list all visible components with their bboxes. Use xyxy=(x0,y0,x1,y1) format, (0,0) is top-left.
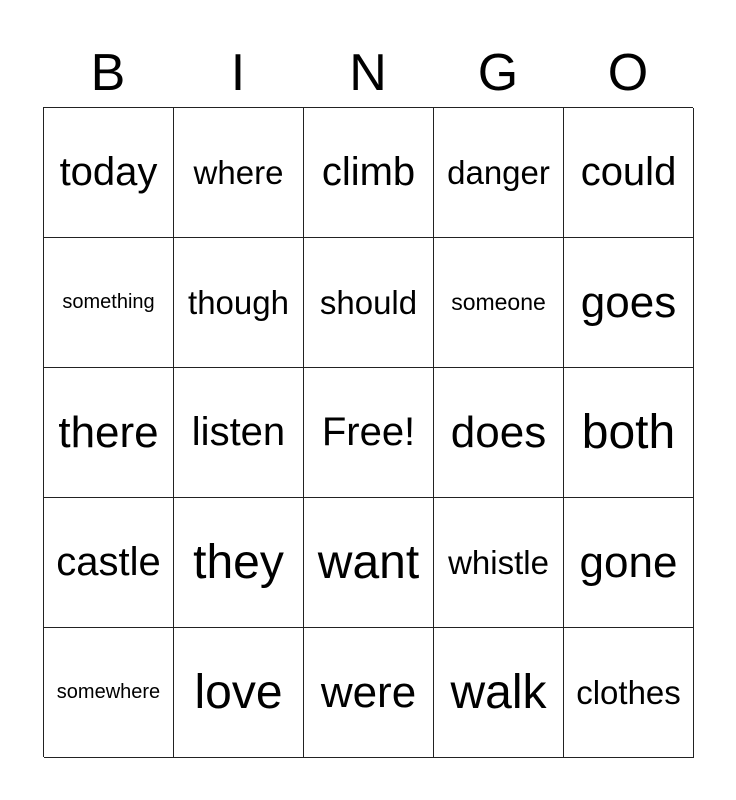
bingo-cell: climb xyxy=(304,108,434,238)
header-letter-o: O xyxy=(607,44,649,102)
bingo-cell: should xyxy=(304,238,434,368)
bingo-cell: there xyxy=(44,368,174,498)
bingo-cell: someone xyxy=(434,238,564,368)
bingo-cell: both xyxy=(564,368,694,498)
bingo-cell: love xyxy=(174,628,304,758)
bingo-cell: somewhere xyxy=(44,628,174,758)
bingo-cell: want xyxy=(304,498,434,628)
bingo-cell: listen xyxy=(174,368,304,498)
bingo-cell: though xyxy=(174,238,304,368)
bingo-cell: where xyxy=(174,108,304,238)
bingo-cell: today xyxy=(44,108,174,238)
bingo-cell: does xyxy=(434,368,564,498)
bingo-cell: clothes xyxy=(564,628,694,758)
bingo-cell: whistle xyxy=(434,498,564,628)
bingo-cell: were xyxy=(304,628,434,758)
bingo-cell: castle xyxy=(44,498,174,628)
header-letter-i: I xyxy=(230,44,246,102)
bingo-card-grid xyxy=(43,107,693,757)
bingo-cell-free: Free! xyxy=(304,368,434,498)
bingo-cell: something xyxy=(44,238,174,368)
header-letter-b: B xyxy=(90,44,126,102)
header-letter-n: N xyxy=(349,44,387,102)
bingo-cell: could xyxy=(564,108,694,238)
bingo-header xyxy=(43,40,693,106)
bingo-cell: walk xyxy=(434,628,564,758)
header-letter-g: G xyxy=(477,44,519,102)
bingo-cell: gone xyxy=(564,498,694,628)
bingo-cell: they xyxy=(174,498,304,628)
bingo-cell: goes xyxy=(564,238,694,368)
bingo-cell: danger xyxy=(434,108,564,238)
